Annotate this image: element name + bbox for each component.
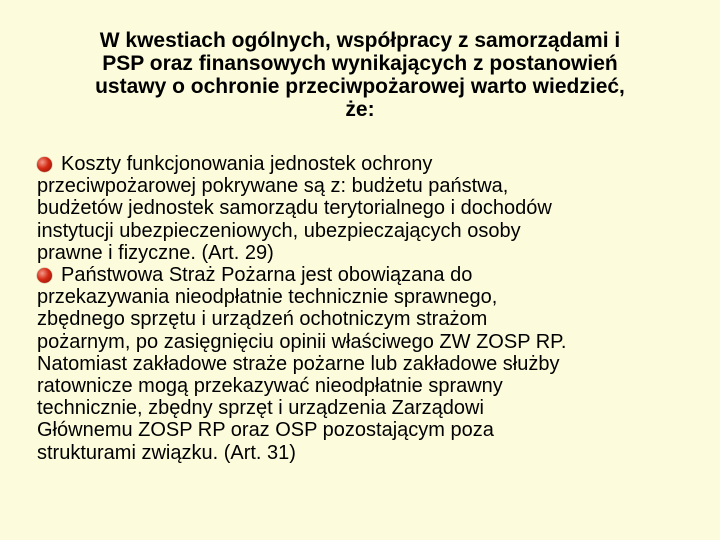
bullet-text-line: pożarnym, po zasięgnięciu opinii właściwego ZW ZOSP RP. — [37, 330, 567, 353]
title-line: PSP oraz finansowych wynikających z postanowień — [102, 52, 618, 75]
red-ball-bullet-icon — [37, 157, 52, 172]
bullet-point-costs — [37, 153, 687, 264]
bullet-text-line: technicznie, zbędny sprzęt i urządzenia Zarządowi — [37, 397, 484, 420]
bullet-text-line: Natomiast zakładowe straże pożarne lub zakładowe służby — [37, 352, 560, 375]
bullet-text-line: przeciwpożarowej pokrywane są z: budżetu państwa, — [37, 175, 509, 198]
bullet-text-line: ratownicze mogą przekazywać nieodpłatnie sprawny — [37, 375, 503, 398]
bullet-text-line: instytucji ubezpieczeniowych, ubezpieczających osoby — [37, 219, 521, 242]
title-line: że: — [345, 98, 375, 121]
slide-body — [37, 153, 687, 464]
bullet-text-line: budżetów jednostek samorządu terytorialnego i dochodów — [37, 197, 552, 220]
bullet-point-equipment-transfer — [37, 264, 687, 464]
bullet-text-line: Koszty funkcjonowania jednostek ochrony — [61, 153, 433, 175]
bullet-text-line: prawne i fizyczne. (Art. 29) — [37, 241, 274, 264]
title-line: ustawy o ochronie przeciwpożarowej warto wiedzieć, — [95, 75, 625, 98]
bullet-text-line: Głównemu ZOSP RP oraz OSP pozostającym poza — [37, 419, 494, 442]
bullet-text-line: Państwowa Straż Pożarna jest obowiązana do — [61, 264, 473, 287]
bullet-text-line: zbędnego sprzętu i urządzeń ochotniczym strażom — [37, 308, 488, 331]
title-line: W kwestiach ogólnych, współpracy z samorządami i — [99, 29, 621, 52]
red-ball-bullet-icon — [37, 268, 52, 283]
bullet-text-line: strukturami związku. (Art. 31) — [37, 441, 296, 464]
bullet-text-line: przekazywania nieodpłatnie technicznie sprawnego, — [37, 286, 498, 309]
slide-title — [40, 29, 680, 121]
